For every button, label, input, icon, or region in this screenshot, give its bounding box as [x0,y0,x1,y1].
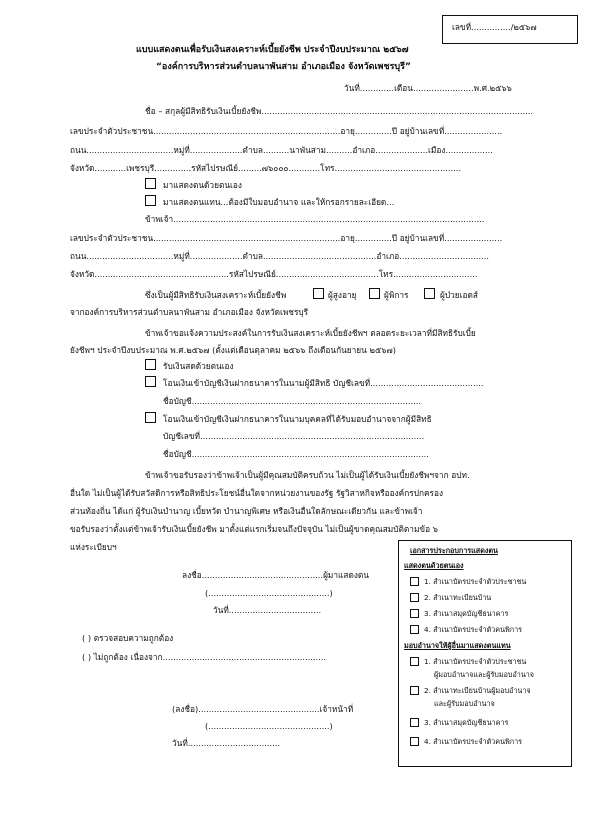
eligibility-org: จากองค์การบริหารส่วนตำบลนาพันสาม อำเภอเมือง จังหวัดเพชรบุรี [70,307,309,317]
eligibility-prefix: ซึ่งเป็นผู้มีสิทธิรับเงินสงเคราะห์เบี้ยยังชีพ [145,290,287,300]
cert-line2: อื่นใด ไม่เป็นผู้ได้รับสวัสดิการหรือสิทธิประโยชน์อื่นใดจากหน่วยงานของรัฐ รัฐวิสาหกิจหรือองค์กรปกครอง [70,488,444,498]
doc-b1-detail: ผู้มอบอำนาจและผู้รับมอบอำนาจ [434,670,535,679]
proxy-transfer-checkbox[interactable] [145,412,156,423]
proxy-transfer-label: โอนเงินเข้าบัญชีเงินฝากธนาคารในนามบุคคลที่ได้รับมอบอำนาจจากผู้มีสิทธิ [163,414,432,424]
doc-a2-checkbox[interactable] [410,593,419,602]
proxy-present-label: มาแสดงตนแทน...ต้องมีใบมอบอำนาจ และให้กรอกรายละเอียด... [163,197,395,207]
claimant-signature-date[interactable]: วันที่................................... [213,605,322,615]
intent-line2: ยังชีพฯ ประจำปีงบประมาณ พ.ศ.๒๕๖๗ (ตั้งแต่เดือนตุลาคม ๒๕๖๖ ถึงเดือนกันยายน ๒๕๖๗) [70,345,396,355]
officer-signature-name[interactable]: (..............................................) [205,721,333,731]
form-subtitle: “องค์การบริหารส่วนตำบลนาพันสาม อำเภอเมือง จังหวัดเพชรบุรี” [156,62,411,72]
cert-line4: ขอรับรองว่าตั้งแต่ข้าพเจ้ารับเงินเบี้ยยังชีพ มาตั้งแต่แรกเริ่มจนถึงปัจจุบัน ไม่เป็นผู้ขาดคุณสมบัติตามข้อ ๖ [70,524,438,534]
proxy-account-number[interactable]: บัญชีเลขที่..................................................................................... [163,431,425,441]
doc-b4-label: 4. สำเนาบัตรประจำตัวคนพิการ [424,737,523,746]
proxy-account-name[interactable]: ชื่อบัญชี.......................................................................................... [163,449,429,459]
doc-b3-label: 3. สำเนาสมุดบัญชีธนาคาร [424,718,509,727]
doc-a4-label: 4. สำเนาบัตรประจำตัวคนพิการ [424,625,523,634]
doc-a2-label: 2. สำเนาทะเบียนบ้าน [424,593,492,602]
claimant-address-line2[interactable]: จังหวัด............เพชรบุรี..............รหัสไปรษณีย์.........๗๖๐๐๐............โทร................................................ [70,163,462,173]
doc-a4-checkbox[interactable] [410,625,419,634]
claimant-address-line1[interactable]: ถนน.................................หมู่ที่....................ตำบล..........นาพันสาม..........อำเภอ....................เมือง.................. [70,145,493,155]
proxy-address-line2[interactable]: จังหวัด...................................................รหัสไปรษณีย์.......................................โทร................................ [70,269,478,279]
disabled-label: ผู้พิการ [384,290,409,300]
verify-correct[interactable]: ( ) ตรวจสอบความถูกต้อง [82,633,174,643]
cash-checkbox[interactable] [145,359,156,370]
supporting-docs-box [398,540,572,767]
cert-line1: ข้าพเจ้าขอรับรองว่าข้าพเจ้าเป็นผู้มีคุณสมบัติครบถ้วน ไม่เป็นผู้ได้รับเงินเบี้ยยังชีพฯจาก อปท. [145,470,470,480]
form-date: วันที่.............เดือน.......................พ.ศ.๒๕๖๖ [344,83,512,93]
doc-b2-label: 2. สำเนาทะเบียนบ้านผู้มอบอำนาจ [424,686,531,695]
doc-number: เลขที่.............../๒๕๖๗ [452,22,537,32]
proxy-name[interactable]: ข้าพเจ้า...................................................................................................................... [145,214,485,224]
intent-line1: ข้าพเจ้าขอแจ้งความประสงค์ในการรับเงินสงเคราะห์เบี้ยยังชีพฯ ตลอดระยะเวลาที่มีสิทธิรับเบี้ย [145,328,476,338]
verify-incorrect[interactable]: ( ) ไม่ถูกต้อง เนื่องจาก.............................................................. [82,652,327,662]
doc-a3-label: 3. สำเนาสมุดบัญชีธนาคาร [424,609,509,618]
doc-b2-detail: และผู้รับมอบอำนาจ [434,699,495,708]
doc-b1-label: 1. สำเนาบัตรประจำตัวประชาชน [424,657,527,666]
form-title: แบบแสดงตนเพื่อรับเงินสงเคราะห์เบี้ยยังชีพ ประจำปีงบประมาณ ๒๕๖๗ [136,45,409,55]
doc-b3-checkbox[interactable] [410,718,419,727]
doc-b4-checkbox[interactable] [410,737,419,746]
docs-title: เอกสารประกอบการแสดงตน [410,546,498,555]
doc-a1-label: 1. สำเนาบัตรประจำตัวประชาชน [424,577,527,586]
disabled-checkbox[interactable] [369,288,380,299]
proxy-id-line[interactable]: เลขประจำตัวประชาชน.......................................................................อายุ..............ปี อยู่บ้านเลขที่...................... [70,233,503,243]
doc-b2-checkbox[interactable] [410,686,419,695]
self-present-checkbox[interactable] [145,178,156,189]
self-present-label: มาแสดงตนด้วยตนเอง [163,180,242,190]
officer-signature-date[interactable]: วันที่................................... [172,738,281,748]
doc-a1-checkbox[interactable] [410,577,419,586]
elderly-label: ผู้สูงอายุ [328,290,357,300]
doc-a3-checkbox[interactable] [410,609,419,618]
claimant-id-line[interactable]: เลขประจำตัวประชาชน.......................................................................อายุ..............ปี อยู่บ้านเลขที่...................... [70,126,503,136]
docs-proxy-heading: มอบอำนาจให้ผู้อื่นมาแสดงตนแทน [404,641,511,650]
aids-label: ผู้ป่วยเอดส์ [440,290,478,300]
own-transfer-checkbox[interactable] [145,376,156,387]
cash-label: รับเงินสดด้วยตนเอง [163,361,234,371]
cert-line5: แห่งระเบียบฯ [70,542,117,552]
claimant-signature[interactable]: ลงชื่อ..............................................ผู้มาแสดงตน [182,570,369,580]
cert-line3: ส่วนท้องถิ่น ได้แก่ ผู้รับเงินบำนาญ เบี้ยหวัด บำนาญพิเศษ หรือเงินอื่นใดลักษณะเดียวกัน และข้าพเจ้า [70,506,423,516]
doc-b1-checkbox[interactable] [410,657,419,666]
proxy-address-line1[interactable]: ถนน.................................หมู่ที่....................ตำบล...........................................อำเภอ.................................. [70,251,489,261]
proxy-present-checkbox[interactable] [145,195,156,206]
aids-checkbox[interactable] [424,288,435,299]
claimant-name[interactable]: ชื่อ – สกุลผู้มีสิทธิรับเงินเบี้ยยังชีพ....................................................................................................... [145,106,534,116]
docs-self-heading: แสดงตนด้วยตนเอง [404,561,464,570]
claimant-signature-name[interactable]: (..............................................) [205,588,333,598]
own-transfer-label[interactable]: โอนเงินเข้าบัญชีเงินฝากธนาคารในนามผู้มีสิทธิ บัญชีเลขที่........................................... [163,378,484,388]
elderly-checkbox[interactable] [313,288,324,299]
officer-signature[interactable]: (ลงชื่อ)..............................................เจ้าหน้าที่ [172,704,354,714]
own-account-name[interactable]: ชื่อบัญชี....................................................................................... [163,396,422,406]
